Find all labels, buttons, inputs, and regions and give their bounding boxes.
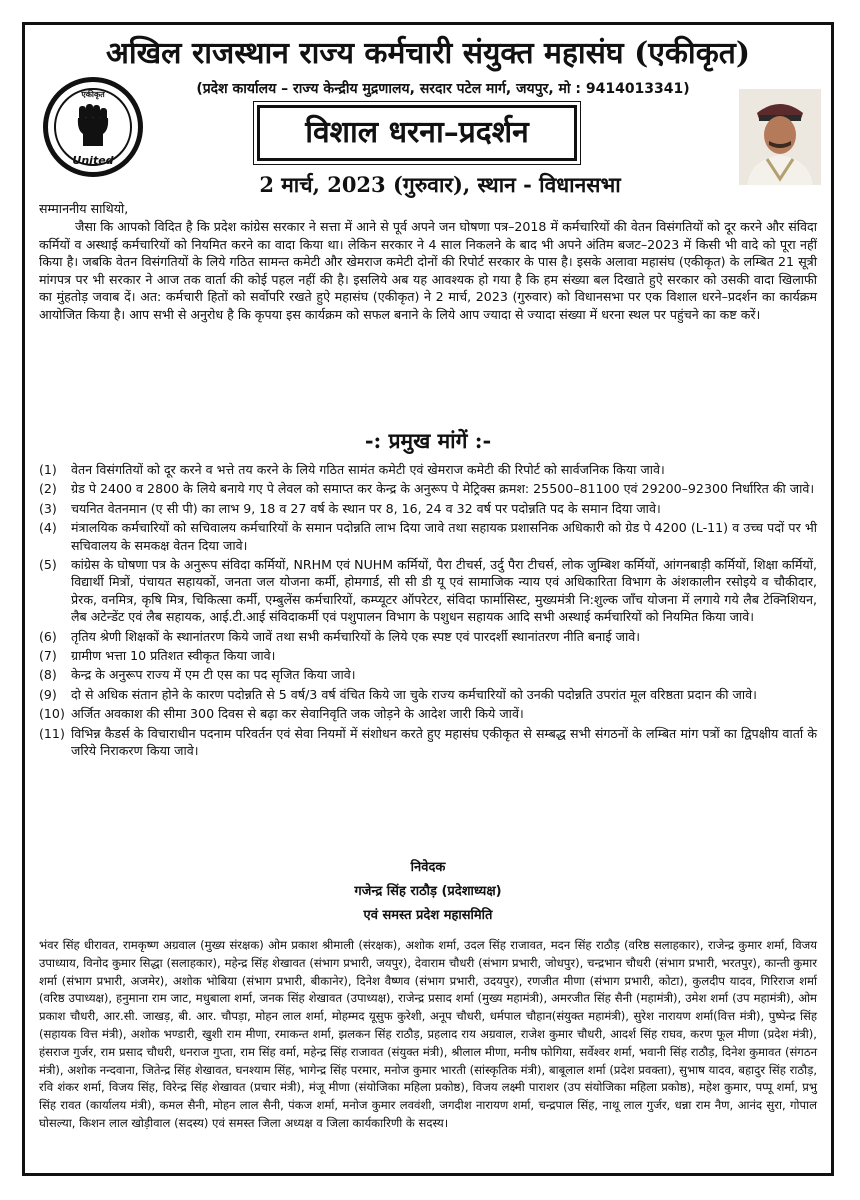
demand-number: (3) bbox=[39, 500, 57, 516]
committee-line: एवं समस्त प्रदेश महासमिति bbox=[363, 908, 493, 923]
signatory-name: गजेन्द्र सिंह राठौड़ (प्रदेशाध्यक्ष) bbox=[354, 884, 502, 899]
demand-text: तृतिय श्रेणी शिक्षकों के स्थानांतरण किये जावें तथा सभी कर्मचारियों के लिये एक स्पष्ट एवं पारदर्शी स्थानांतरण नीति बनाई जावे। bbox=[71, 628, 640, 644]
raised-fist-icon bbox=[73, 102, 113, 148]
greeting: सम्माननीय साथियो, bbox=[39, 201, 129, 216]
demand-number: (2) bbox=[39, 481, 57, 497]
demand-text: केन्द्र के अनुरूप राज्य में एम टी एस का पद सृजित किया जावे। bbox=[71, 667, 356, 683]
poster-frame bbox=[22, 22, 834, 1176]
demand-item bbox=[39, 500, 817, 517]
demand-text: कांग्रेस के घोषणा पत्र के अनुरूप संविदा कर्मियों, NRHM एवं NUHM कर्मियों, पैरा टीचर्स, उर्दु पैरा टीचर्स, लोक जुम्बिश कर्मियों, आंगनबाड़ी कर्मियों, शिक्षा कर्मियों, विद्यार्थी मित्रों, पंचायत सहायकों, जनता जल योजना कर्मी, होमगार्ड, सी सी डी यू एवं सामाजिक न्याय एवं अधिकारिता विभाग के अंशकालीन रसोइये व चौकीदार, प्रेरक, वनमित्र, कृषि मित्र, चिकित्सा कर्मी, एम्बुलेंस कर्मचारियों, कम्प्यूटर ऑपरेटर, संविदा फार्मासिस्ट, मुख्यमंत्री नि:शुल्क जाँच योजना में लगाये गये लैब टेक्निशियन, लैब अटेन्डेंट एवं लैब सहायक, आई.टी.आई संविदाकर्मी एवं पशुपालन विभाग के पशुधन सहायक आदि सभी अस्थाई कर्मचारियों को नियमित किया जावे। bbox=[71, 557, 817, 625]
event-date-venue: 2 मार्च, 2023 (गुरुवार), स्थान - विधानसभा bbox=[259, 172, 621, 197]
demand-item bbox=[39, 725, 817, 760]
demand-number: (6) bbox=[39, 628, 57, 644]
demand-item bbox=[39, 666, 817, 683]
demand-item bbox=[39, 556, 817, 626]
demand-text: दो से अधिक संतान होने के कारण पदोन्नति से 5 वर्ष/3 वर्ष वंचित किये जा चुके राज्य कर्मचारियों को उनकी पदोन्नति उपरांत मूल वरिष्ठता प्रदान की जावे। bbox=[71, 686, 757, 702]
demand-number: (5) bbox=[39, 557, 57, 573]
logo-bottom-text: United bbox=[72, 154, 114, 167]
demand-number: (7) bbox=[39, 648, 57, 664]
president-photo bbox=[739, 89, 821, 185]
person-portrait-icon bbox=[739, 89, 821, 185]
demand-number: (8) bbox=[39, 667, 57, 683]
committee-members: भंवर सिंह धीरावत, रामकृष्ण अग्रवाल (मुख्य संरक्षक) ओम प्रकाश श्रीमाली (संरक्षक), अशोक शर्मा, उदल सिंह राजावत, मदन सिंह राठौड़ (वरिष्ठ सलाहकार), राजेन्द्र कुमार शर्मा, विजय उपाध्याय, विनोद कुमार सिद्धा (सलाहकार), महेन्द्र सिंह शेखावत (संभाग प्रभारी, जयपुर), देवाराम चौधरी (संभाग प्रभारी, जोधपुर), चन्द्रभान चौधरी (संभाग प्रभारी, भरतपुर), कान्ती कुमार शर्मा (संभाग प्रभारी, अजमेर), अशोक भोबिया (संभाग प्रभारी, बीकानेर), दिनेश वैष्णव (संभाग प्रभारी, उदयपुर), रणजीत मीणा (संभाग प्रभारी, कोटा), कुलदीप यादव, गिरिराज शर्मा (वरिष्ठ उपाध्यक्ष), हनुमाना राम जाट, मधुबाला शर्मा, जनक सिंह शेखावत (उपाध्यक्ष), राजेन्द्र प्रसाद शर्मा (मुख्य महामंत्री), अमरजीत सिंह सैनी (महामंत्री), उमेश शर्मा (उप महामंत्री), ओम प्रकाश चौधरी, आर.सी. जाखड़, बी. आर. चौपड़ा, मोहन लाल शर्मा, मोहम्मद यूसुफ कुरेशी, अनूप चौधरी, धर्मपाल चौहान(संयुक्त महामंत्री), सुरेश नारायण शर्मा(वित्त मंत्री), पुष्पेन्द्र सिंह (सहायक वित्त मंत्री), अशोक भण्डारी, खुशी राम मीणा, रमाकन्त शर्मा, झलकन सिंह राठौड़, प्रहलाद राय अग्रवाल, राजेश कुमार चौधरी, आदर्श सिंह राघव, करण फूल मीणा (प्रदेश मंत्री), हंसराज गुर्जर, राम प्रसाद चौधरी, धनराज गुप्ता, राम सिंह वर्मा, महेन्द्र सिंह राजावत (संयुक्त मंत्री), श्रीलाल मीणा, मनीष फोगिया, सर्वेश्वर शर्मा, भवानी सिंह राठौड़, दिनेश कुमावत (संगठन मंत्री), अशोक नन्दवाना, जितेन्द्र सिंह शेखावत, घनश्याम सिंह, भागेन्द्र सिंह परमार, मनोज कुमार भारती (सांस्कृतिक मंत्री), बाबूलाल शर्मा (प्रदेश प्रवक्ता), सुभाष यादव, बहादुर सिंह राठौड़, रवि शंकर शर्मा, विजय सिंह, विरेन्द्र सिंह शेखावत (प्रचार मंत्री), मंजू मीणा (संयोजिका महिला प्रकोष्ठ), विजय लक्ष्मी पाराशर (उप संयोजिका महिला प्रकोष्ठ), महेश कुमार, पप्पू शर्मा, प्रभु सिंह रावत (कार्यालय मंत्री), कमल सैनी, मोहन लाल सैनी, पंकज शर्मा, मनोज कुमार लववंशी, जगदीश नारायण शर्मा, चन्द्रपाल सिंह, नाथू लाल गुर्जर, धन्ना राम नैण, आनंद सुरा, गोपाल घोसल्या, किशन लाल खोड़ीवाल (सदस्य) एवं समस्त जिला अध्यक्ष व जिला कार्यकारिणी के सदस्य। bbox=[39, 938, 817, 1130]
signature-label: निवेदक bbox=[410, 860, 446, 875]
demand-item bbox=[39, 705, 817, 722]
demands-list bbox=[39, 461, 817, 762]
demand-text: मंत्रालयिक कर्मचारियों को सचिवालय कर्मचारियों के समान पदोन्नति लाभ दिया जावे तथा सहायक प्रशासनिक अधिकारी को ग्रेड पे 4200 (L-11) व उच्च पदों पर भी सचिवालय के समकक्ष वेतन दिया जावे। bbox=[71, 520, 817, 553]
appeal-paragraph: जैसा कि आपको विदित है कि प्रदेश कांग्रेस सरकार ने सत्ता में आने से पूर्व अपने जन घोषणा पत्र–2018 में कर्मचारियों की वेतन विसंगतियों को दूर करने और संविदा कर्मियों व अस्थाई कर्मचारियों को नियमित करने का वादा किया था। लेकिन सरकार ने 4 साल निकलने के बाद भी अपने अंतिम बजट–2023 में किसी भी वादे को पूरा नहीं किया है। जबकि वेतन विसंगतियों के लिये गठित सामन्त कमेटी और खेमराज कमेटी दोनों की रिपोर्ट सरकार के पास है। इसके अलावा महासंघ (एकीकृत) के लम्बित 21 सूत्री मांगपत्र पर भी सरकार ने आज तक वार्ता की कोई पहल नहीं की है। इसलिये अब यह आवश्यक हो गया है कि हम संख्या बल दिखाते हुऐ सरकार को उसकी वादा खिलाफी का मुंहतोड़ जवाब दें। अत: कर्मचारी हितों को सर्वोपरि रखते हुऐ महासंघ (एकीकृत) ने 2 मार्च, 2023 (गुरुवार) को विधानसभा पर एक विशाल धरने–प्रदर्शन का कार्यक्रम आयोजित किया है। आप सभी से अनुरोध है कि कृपया इस कार्यक्रम को सफल बनाने के लिये आप ज्यादा से ज्यादा संख्या में धरना स्थल पर पहुंचने का कष्ट करें। bbox=[39, 219, 817, 322]
office-address: (प्रदेश कार्यालय – राज्य केन्द्रीय मुद्रणालय, सरदार पटेल मार्ग, जयपुर, मो : 9414013341) bbox=[196, 81, 690, 97]
demand-number: (9) bbox=[39, 686, 57, 702]
demand-text: विभिन्न कैडर्स के विचाराधीन पदनाम परिवर्तन एवं सेवा नियमों में संशोधन करते हुए महासंघ एकीकृत से सम्बद्ध सभी संगठनों के लम्बित मांग पत्रों का द्विपक्षीय वार्ता के जरिये निराकरण किया जावे। bbox=[71, 725, 817, 759]
demand-item bbox=[39, 519, 817, 554]
organization-logo bbox=[43, 77, 143, 177]
demand-item bbox=[39, 480, 817, 497]
logo-top-text: एकीकृत bbox=[81, 90, 105, 99]
demand-text: चयनित वेतनमान (ए सी पी) का लाभ 9, 18 व 27 वर्ष के स्थान पर 8, 16, 24 व 32 वर्ष पर पदोन्नति पद के समान दिया जावे। bbox=[71, 500, 661, 516]
demand-text: वेतन विसंगतियों को दूर करने व भत्ते तय करने के लिये गठित सामंत कमेटी एवं खेमराज कमेटी की रिपोर्ट को सार्वजनिक किया जावे। bbox=[71, 462, 665, 477]
demand-item bbox=[39, 686, 817, 703]
demand-number: (4) bbox=[39, 520, 57, 536]
demand-text: अर्जित अवकाश की सीमा 300 दिवस से बढ़ा कर सेवानिवृति जक जोड़ने के आदेश जारी किये जावें। bbox=[71, 706, 524, 722]
organization-title: अखिल राजस्थान राज्य कर्मचारी संयुक्त महासंघ (एकीकृत) bbox=[105, 36, 751, 71]
demand-item bbox=[39, 647, 817, 664]
demand-text: ग्रामीण भत्ता 10 प्रतिशत स्वीकृत किया जावे। bbox=[71, 648, 276, 664]
demand-number: (1) bbox=[39, 462, 57, 477]
demand-number: (11) bbox=[39, 725, 65, 741]
demand-text: ग्रेड पे 2400 व 2800 के लिये बनाये गए पे लेवल को समाप्त कर केन्द्र के अनुरूप पे मेट्रिक्स क्रमश: 25500–81100 एवं 29200–92300 निर्धारित की जावे। bbox=[71, 481, 815, 497]
demand-number: (10) bbox=[39, 706, 65, 722]
demand-item bbox=[39, 461, 817, 478]
demands-heading: -: प्रमुख मांगें :- bbox=[364, 428, 492, 453]
event-title: विशाल धरना–प्रदर्शन bbox=[257, 105, 577, 161]
demand-item bbox=[39, 628, 817, 645]
